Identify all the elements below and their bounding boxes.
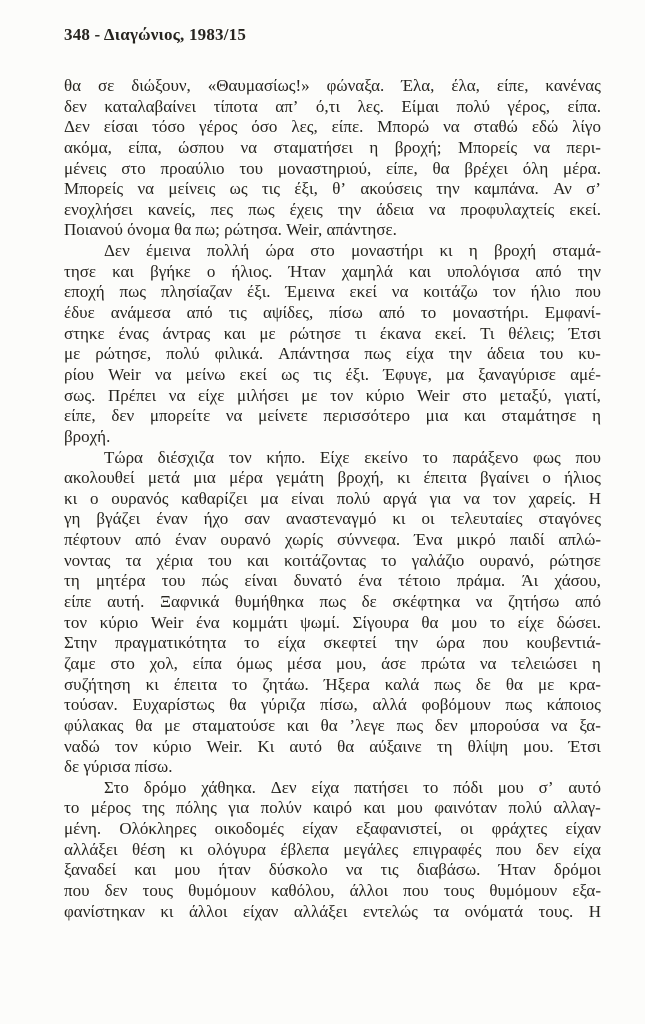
- text-line: συζήτηση κι έπειτα το ζητάω. Ήξερα καλά πως δε θα με κρα-: [64, 674, 601, 694]
- text-line: εποχή πως πλησίαζαν έξι. Έμεινα εκεί να κοιτάζω τον ήλιο που: [64, 282, 601, 302]
- text-line: με ρώτησε, πολύ φιλικά. Απάντησα πως είχα την άδεια του κυ-: [64, 344, 601, 364]
- paragraph: [64, 76, 601, 241]
- text-line: τησε και βγήκε ο ήλιος. Ήταν χαμηλά και υπολόγισα από την: [64, 261, 601, 281]
- text-line: Τώρα διέσχιζα τον κήπο. Είχε εκείνο το παράξενο φως που: [104, 447, 601, 467]
- text-line: αλλάξει θέση κι ολόγυρα έβλεπα μεγάλες επιγραφές που δεν είχα: [64, 839, 601, 859]
- text-line: βροχή.: [64, 426, 111, 446]
- page-header: 348 - Διαγώνιος, 1983/15: [64, 25, 247, 44]
- paragraph: [64, 241, 601, 447]
- text-line: πέφτουν από έναν ουρανό χωρίς σύννεφα. Ένα μικρό παιδί απλώ-: [64, 530, 601, 550]
- text-line: ακολουθεί μετά μια μέρα γεμάτη βροχή, κι έπειτα βγαίνει ο ήλιος: [64, 468, 601, 488]
- text-line: που δεν τους θυμόμουν καθόλου, άλλοι που τους θυμόμουν εξα-: [64, 880, 601, 900]
- text-line: σως. Πρέπει να είχε μιλήσει με τον κύριο Weir στο μεταξύ, γιατί,: [64, 385, 601, 405]
- text-line: ξαναδεί και μου ήταν δύσκολο να τις διαβάσω. Ήταν δρόμοι: [64, 860, 601, 880]
- text-line: Στην πραγματικότητα το είχα σκεφτεί την ώρα που κουβεντιά-: [64, 633, 601, 653]
- text-line: στηκε ένας άντρας και με ρώτησε τι έκανα εκεί. Τι θέλεις; Έτσι: [64, 323, 601, 343]
- text-line: είπε, δεν μπορείτε να μείνετε περισσότερο μια και σταμάτησε η: [64, 406, 601, 426]
- paragraph: [64, 778, 601, 922]
- text-line: ρίου Weir να μείνω εκεί ως τις έξι. Έφυγε, μα ξαναγύρισε αμέ-: [64, 364, 601, 384]
- text-block: [64, 76, 601, 922]
- text-line: Δεν έμεινα πολλή ώρα στο μοναστήρι κι η βροχή σταμά-: [104, 241, 601, 261]
- text-line: ναδώ τον κύριο Weir. Κι αυτό θα αύξαινε τη θλίψη μου. Έτσι: [64, 736, 601, 756]
- text-line: Δεν είσαι τόσο γέρος όσο λες, είπε. Μπορώ να σταθώ εδώ λίγο: [64, 117, 601, 137]
- text-line: φύλακας θα με σταματούσε και θα ’λεγε πως δεν μπορούσα να ξα-: [64, 715, 601, 735]
- text-line: νοντας τα χέρια του και κοιτάζοντας το γαλάζιο ουρανό, ρώτησε: [64, 550, 601, 570]
- text-line: φανίστηκαν κι άλλοι είχαν αλλάξει εντελώς τα ονόματά τους. Η: [64, 901, 601, 921]
- text-line: μένεις στο προαύλιο του μοναστηριού, είπε, θα βρέχει όλη μέρα.: [64, 158, 601, 178]
- text-line: δε γύρισα πίσω.: [64, 757, 173, 777]
- text-line: τούσαν. Ευχαρίστως θα γύριζα πίσω, αλλά φοβόμουν πως κάποιος: [64, 695, 601, 715]
- paragraph: [64, 448, 601, 778]
- text-line: Μπορείς να μείνεις ως τις έξι, θ’ ακούσεις την καμπάνα. Αν σ’: [64, 179, 601, 199]
- text-line: ενοχλήσει κανείς, πες πως έχεις την άδεια να προφυλαχτείς εκεί.: [64, 199, 601, 219]
- text-line: Ποιανού όνομα θα πω; ρώτησα. Weir, απάντησε.: [64, 220, 397, 240]
- text-line: έδυε ανάμεσα από τις αψίδες, πίσω από το μοναστήρι. Εμφανί-: [64, 303, 601, 323]
- text-line: θα σε διώξουν, «Θαυμασίως!» φώναξα. Έλα, έλα, είπε, κανένας: [64, 76, 601, 95]
- text-line: ακόμα, είπα, ώσπου να σταματήσει η βροχή; Μπορείς να περι-: [64, 137, 601, 157]
- text-line: γη βγάζει έναν ήχο σαν αναστεναγμό κι οι τελευταίες σταγόνες: [64, 509, 601, 529]
- text-line: μένη. Ολόκληρες οικοδομές είχαν εξαφανιστεί, οι φράχτες είχαν: [64, 819, 601, 839]
- text-line: Στο δρόμο χάθηκα. Δεν είχα πατήσει το πόδι μου σ’ αυτό: [104, 777, 601, 797]
- text-line: τη μητέρα του πώς είναι δυνατό ένα τέτοιο πράμα. Άι χάσου,: [64, 571, 601, 591]
- text-line: είπε αυτή. Ξαφνικά θυμήθηκα πως δε σκέφτηκα να ζητήσω από: [64, 592, 601, 612]
- text-line: δεν καταλαβαίνει τίποτα απ’ ό,τι λες. Είμαι πολύ γέρος, είπα.: [64, 96, 601, 116]
- text-line: ζαμε στο χολ, είπα όμως μέσα μου, άσε πρώτα να τελειώσει η: [64, 653, 601, 673]
- text-line: το μέρος της πόλης για πολύν καιρό και μου φαινόταν πολύ αλλαγ-: [64, 798, 601, 818]
- text-line: κι ο ουρανός καθαρίζει μα είναι πολύ αργά για να τον χαρείς. Η: [64, 488, 601, 508]
- text-line: τον κύριο Weir ένα κομμάτι ψωμί. Σίγουρα θα μου το είχε δώσει.: [64, 612, 601, 632]
